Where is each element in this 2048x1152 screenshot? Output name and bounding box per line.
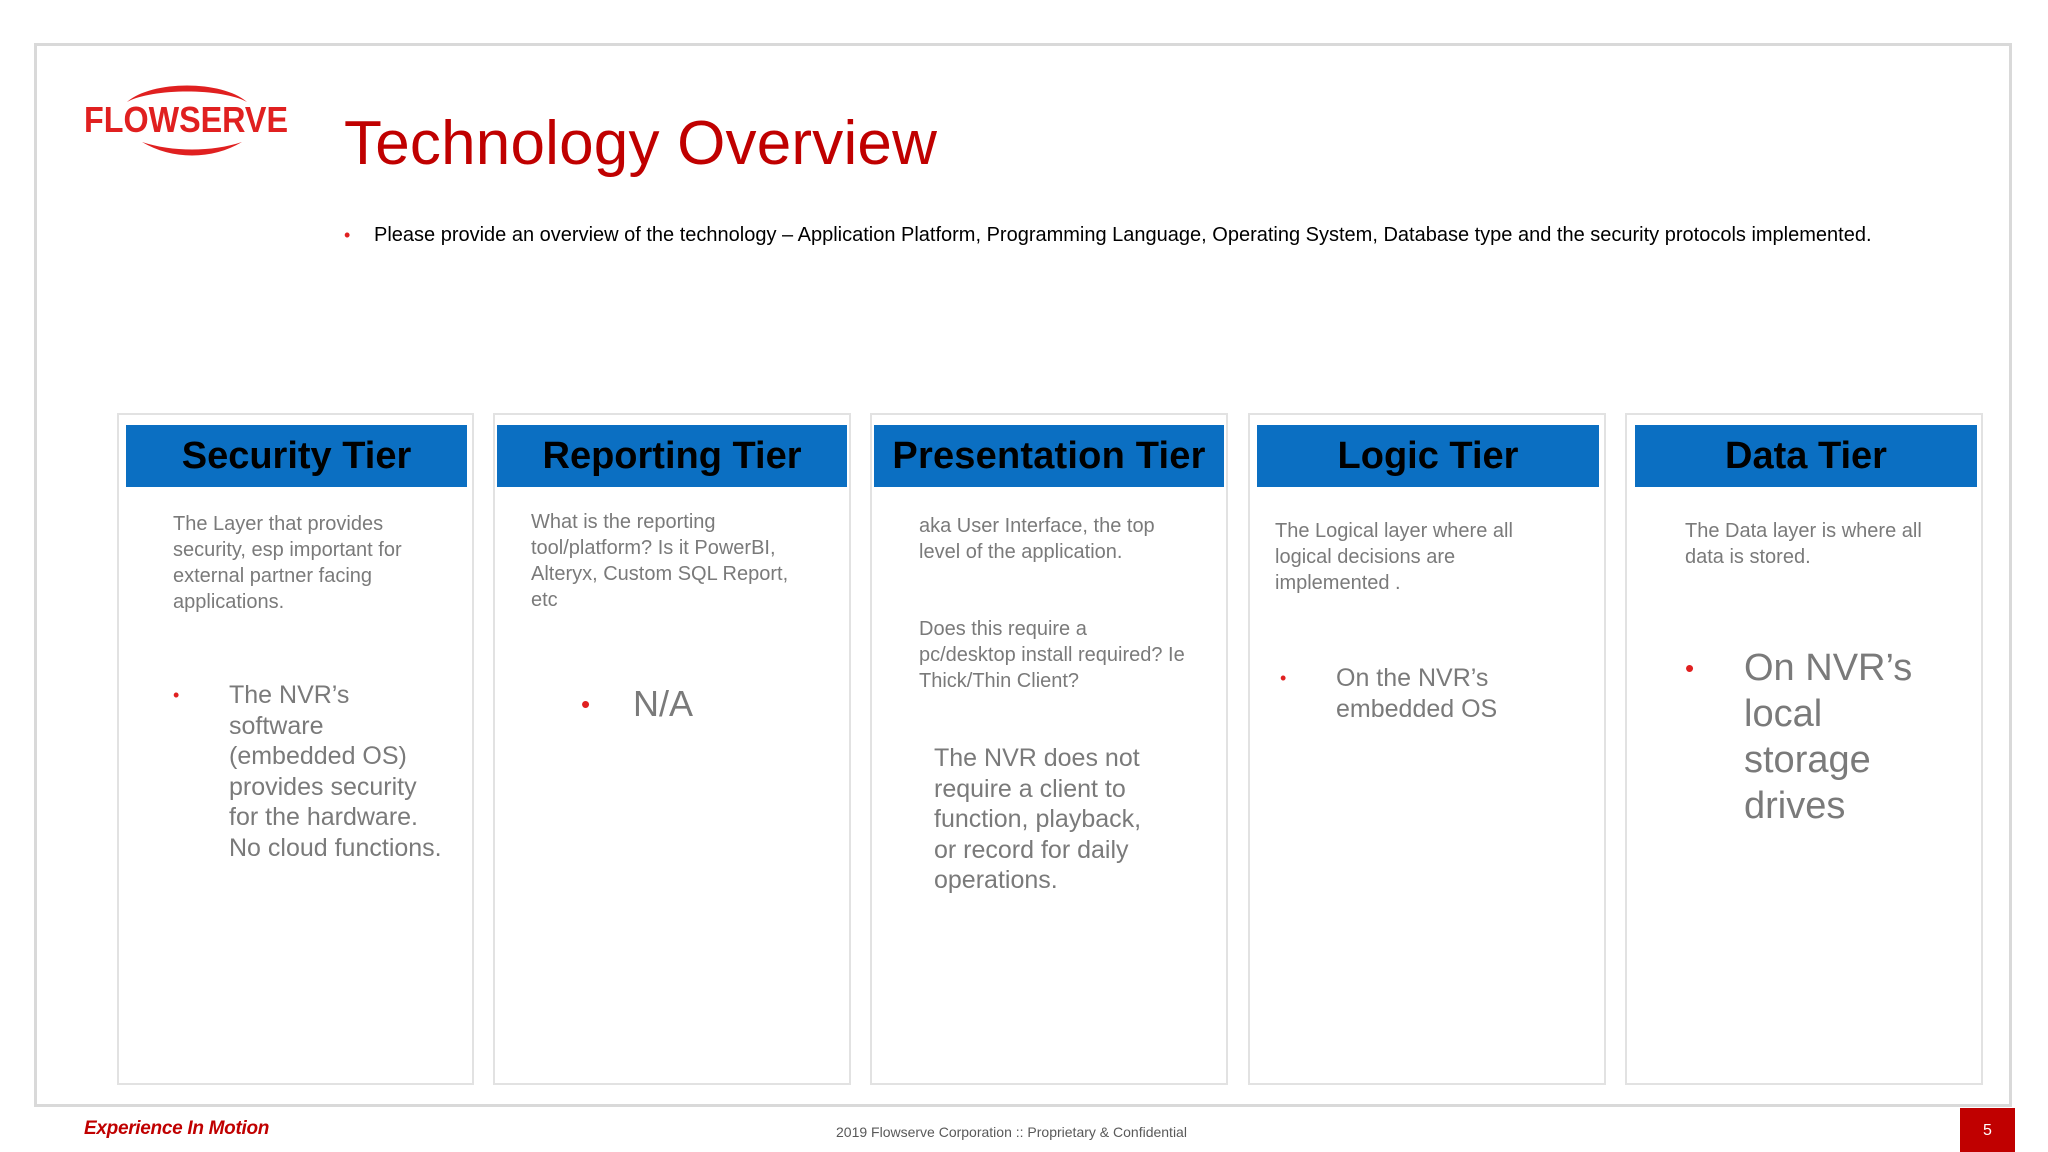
- tier-card-data: [1625, 413, 1983, 1085]
- tier-bullet-text: The NVR’s software (embedded OS) provides security for the hardware. No cloud functions.: [229, 681, 442, 862]
- tier-header: Security Tier: [126, 425, 467, 487]
- tier-bullet: [1685, 645, 1945, 829]
- tier-bullet-text: N/A: [633, 683, 694, 724]
- bullet-marker: •: [581, 689, 591, 719]
- tier-bullet: [173, 680, 443, 863]
- page-title: Technology Overview: [344, 109, 938, 178]
- tier-question: Does this require a pc/desktop install required? Ie Thick/Thin Client?: [919, 618, 1185, 692]
- bullet-marker: •: [1280, 668, 1287, 688]
- tier-description: The Data layer is where all data is stored.: [1685, 520, 1922, 568]
- footer-tagline: Experience In Motion: [84, 1118, 270, 1139]
- tier-description: aka User Interface, the top level of the application.: [919, 515, 1155, 563]
- tier-header: Presentation Tier: [874, 425, 1224, 487]
- tier-bullet: [581, 683, 831, 725]
- tier-answer: The NVR does not require a client to function, playback, or record for daily operations.: [934, 744, 1142, 894]
- logo-text: FLOWSERVE: [84, 99, 288, 140]
- bullet-marker: •: [1685, 653, 1695, 683]
- bullet-marker: •: [344, 225, 351, 245]
- tier-header: Logic Tier: [1257, 425, 1599, 487]
- tier-card-reporting: [493, 413, 851, 1085]
- tier-header: Data Tier: [1635, 425, 1977, 487]
- footer-copyright: 2019 Flowserve Corporation :: Proprietary & Confidential: [836, 1124, 1187, 1140]
- tier-bullet-text: On NVR’s local storage drives: [1744, 647, 1913, 827]
- tier-header: Reporting Tier: [497, 425, 847, 487]
- bullet-marker: •: [173, 685, 180, 705]
- intro-text: Please provide an overview of the technology – Application Platform, Programming Language, Operating System, Database type and the security protocols implemented.: [374, 224, 1872, 246]
- tier-card-presentation: [870, 413, 1228, 1085]
- tier-description: The Logical layer where all logical decisions are implemented .: [1275, 520, 1513, 594]
- intro-bullet: [344, 224, 1874, 246]
- tier-description: What is the reporting tool/platform? Is it PowerBI, Alteryx, Custom SQL Report, etc: [531, 511, 789, 611]
- tier-bullet: [1280, 663, 1580, 725]
- tier-card-security: [117, 413, 474, 1085]
- page-number: 5: [1960, 1108, 2015, 1152]
- tier-bullet-text: On the NVR’s embedded OS: [1336, 664, 1498, 723]
- tier-description: The Layer that provides security, esp important for external partner facing applications.: [173, 513, 402, 613]
- tier-card-logic: [1248, 413, 1606, 1085]
- flowserve-logo: [82, 80, 292, 162]
